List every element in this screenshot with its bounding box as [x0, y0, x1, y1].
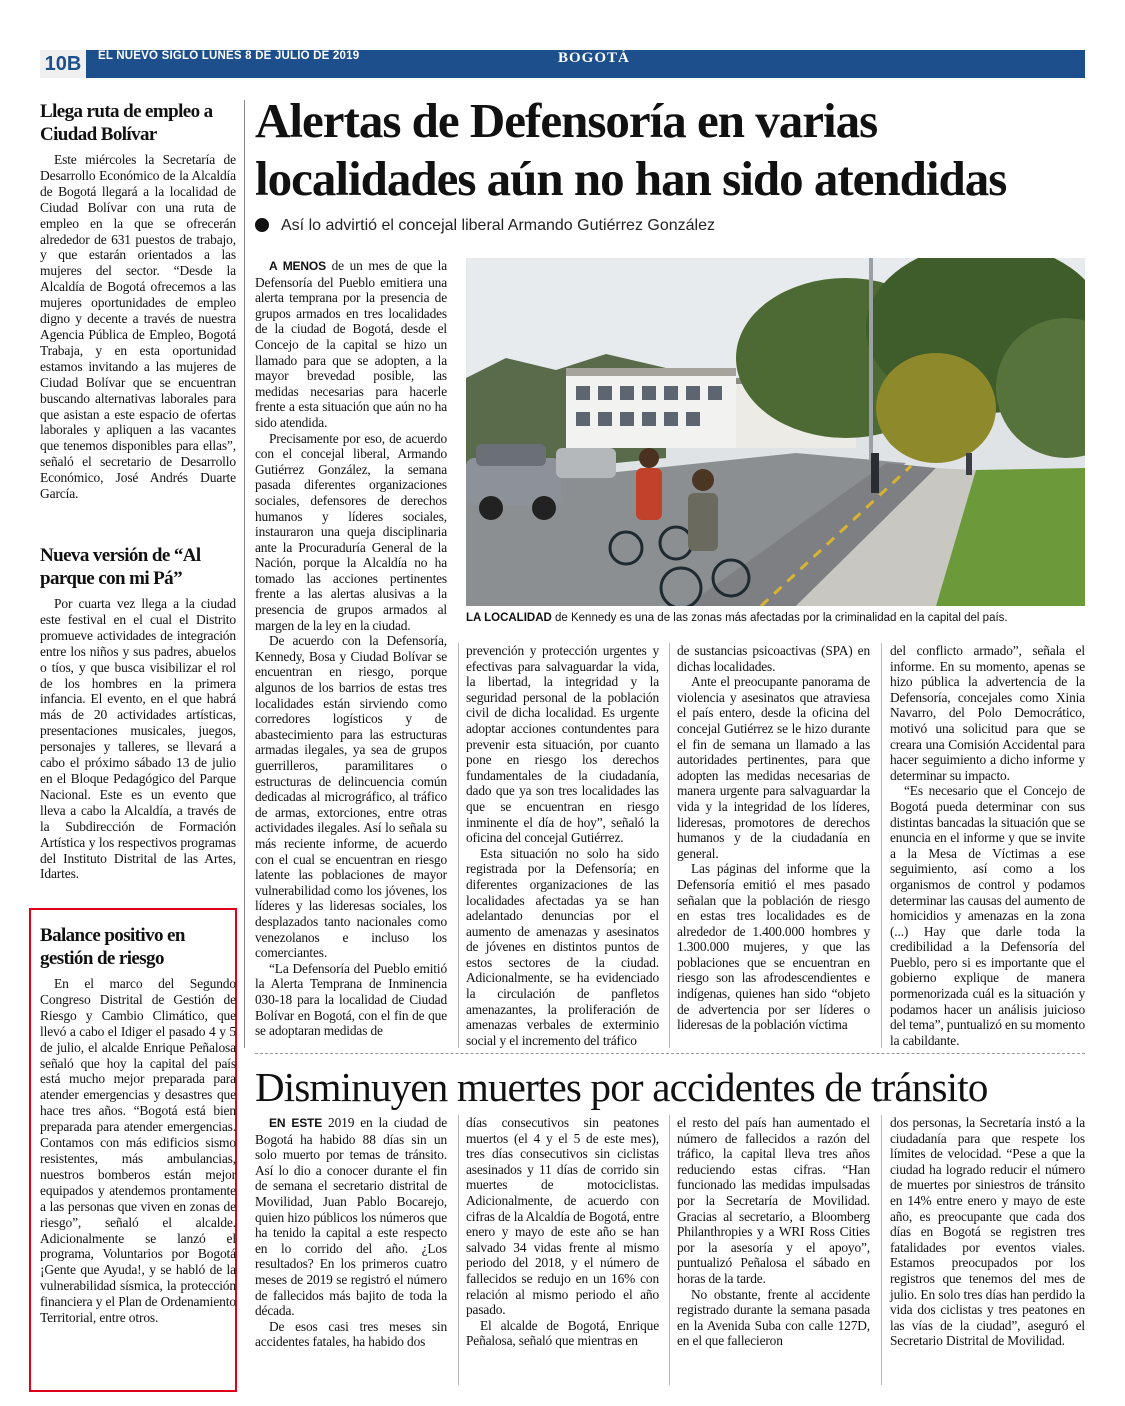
bullet-icon	[255, 218, 269, 232]
article-column: EN ESTE 2019 en la ciudad de Bogotá ha habido 88 días sin un solo muerto por temas de tránsito. Así lo dio a conocer durante el fin de semana el secretario distrital de Movilidad, Juan Pablo Bocarejo, quien hizo públicos los números que ha tenido la capital a este respecto en lo corrido del año. ¿Los resultados? En los primeros cuatro meses de 2019 se registró el número de fallecidos más bajito de toda la década. De esos casi tres meses sin accidentes fatales, ha habido dos	[255, 1115, 447, 1350]
brief-title: Nueva versión de “Al parque con mi Pá”	[40, 545, 201, 589]
column-divider	[669, 643, 670, 1048]
sidebar-brief-employment	[40, 100, 236, 502]
publication-date-line: EL NUEVO SIGLO LUNES 8 DE JULIO DE 2019	[98, 50, 360, 62]
column-divider	[881, 643, 882, 1048]
sidebar-brief-festival	[40, 544, 236, 882]
caption-lead: LA LOCALIDAD	[466, 612, 552, 624]
column-divider	[669, 1115, 670, 1385]
article-column: dos personas, la Secretaría instó a la ciudadanía para que respete los límites de velocidad. “Pese a que la ciudad ha logrado reducir el número de muertes por siniestros de tránsito en 14% entre enero y mayo de este año, es preocupante que cada dos días en Bogotá se registren tres fatalidades por eventos viales. Estamos preocupados por los registros que tenemos del mes de julio. En solo tres días han perdido la vida dos ciclistas y tres peatones en las vías de la ciudad”, aseguró el Secretario Distrital de Movilidad.	[890, 1115, 1085, 1349]
sidebar-brief-risk	[40, 924, 236, 1326]
article-photo	[466, 258, 1085, 606]
article-column: prevención y protección urgentes y efectivas para salvaguardar la vida, la libertad, la integridad y la seguridad personal de la población civil de dicha localidad. Es urgente adoptar acciones contundentes para prevenir esta situación, por cuanto pone en riesgo los derechos fundamentales de la ciudadanía, dado que ya son tres localidades las que se encuentran en riesgo inminente el día de hoy”, señaló la oficina del concejal Gutiérrez. Esta situación no solo ha sido registrada por la Defensoría; en diferentes organizaciones de las localidades afectadas ya se han adelantado denuncias por el aumento de amenazas y asesinatos de jóvenes en distintos puntos de estos sectores de la ciudad. Adicionalmente, se ha evidenciado la circulación de panfletos amenazantes, la proliferación de amenazas verbales de exterminio social y el incremento del tráfico	[466, 643, 659, 1048]
article-column: el resto del país han aumentado el número de fallecidos a razón del tráfico, la capital lleva tres años reduciendo estas cifras. “Han funcionado las medidas impulsadas por la Secretaría de Movilidad. Gracias al secretario, a Bloomberg Philanthropies y a WRI Ross Cities por la asesoría y el apoyo”, puntualizó Peñalosa el sábado en horas de la tarde. No obstante, frente al accidente registrado durante la semana pasada en la Avenida Suba con calle 127D, en el que fallecieron	[677, 1115, 870, 1349]
column-divider	[881, 1115, 882, 1385]
column-divider	[458, 1115, 459, 1385]
article-column: del conflicto armado”, señala el informe. En su momento, apenas se hizo pública la advertencia de la Defensoría, concejales como Xinia Navarro, del Polo Democrático, motivó una solicitud para que se creara una Comisión Accidental para hacer seguimiento a dicho informe y determinar su impacto. “Es necesario que el Concejo de Bogotá pueda determinar con sus distintas bancadas la situación que se enuncia en el informe y que se invite a la Mesa de Víctimas a ese seguimiento, así como a los organismos de control y podamos determinar las causas del aumento de homicidios y amenazas en la zona (...) Hay que darle toda la credibilidad a la Defensoría del Pueblo, pero si es importante que el gobierno explique de manera pormenorizada cuál es la situación y podamos hacer un análisis juicioso del tema”, puntualizó en su momento la cabildante.	[890, 643, 1085, 1048]
page-header-bar	[40, 50, 1085, 78]
article-column: de sustancias psicoactivas (SPA) en dichas localidades. Ante el preocupante panorama de violencia y asesinatos que atraviesa el país entero, desde la oficina del concejal Gutiérrez se le hizo durante el fin de semana un llamado a las autoridades pertinentes, para que adopten las medidas necesarias de manera urgente para salvaguardar la vida y la integridad de los líderes, lideresas, promotores de derechos humanos y de la ciudadanía en general. Las páginas del informe que la Defensoría emitió el mes pasado señalan que la población de riesgo en estas tres localidades es de alrededor de 1.400.000 hombres y 1.300.000 mujeres, y que las poblaciones que se encuentran en riesgo son las afrodescendientes e indígenas, quienes han sido “objeto de advertencia por ser líderes o lideresas de la población víctima	[677, 643, 870, 1033]
page-number: 10B	[40, 50, 86, 78]
article-subhead: Así lo advirtió el concejal liberal Armando Gutiérrez González	[255, 217, 715, 235]
article-column: días consecutivos sin peatones muertos (el 4 y el 5 de este mes), tres días consecutivos sin ciclistas asesinados y 11 días de corrido sin muertes de motociclistas. Adicionalmente, de acuerdo con cifras de la Alcaldía de Bogotá, entre enero y mayo de este año se han salvado 34 vidas frente al mismo periodo del 2018, y el número de fallecidos se redujo en un 16% con relación al mismo periodo el año pasado. El alcalde de Bogotá, Enrique Peñalosa, señaló que mientras en	[466, 1115, 659, 1349]
column-divider	[458, 643, 459, 1048]
article-separator	[255, 1053, 1085, 1054]
section-title: BOGOTÁ	[558, 50, 630, 66]
brief-body: Por cuarta vez llega a la ciudad este festival en el cual el Distrito promueve actividades de integración entre los niños y sus padres, abuelos o tíos, y que busca visibilizar el rol de los hombres en la primera infancia. El evento, en el que habrá más de 20 actividades artísticas, presentaciones musicales, juegos, personajes y talleres, se llevará a cabo el próximo sábado 13 de julio en el Bloque Pedagógico del Parque Nacional. Este es un evento que lleva a cabo la Alcaldía, a través de la Subdirección de Formación Artística y los respectivos programas del Instituto Distrital de las Artes, Idartes.	[40, 596, 236, 882]
brief-body: Este miércoles la Secretaría de Desarrollo Económico de la Alcaldía de Bogotá llegará a la localidad de Ciudad Bolívar con una ruta de empleo en la que se ofrecerán alrededor de 631 puestos de trabajo, y que estarán orientados a las mujeres del sector. “Desde la Alcaldía de Bogotá ofrecemos a las mujeres oportunidades de empleo digno y decente a través de nuestra Agencia Pública de Empleo, Bogotá Trabaja, y en esta oportunidad estamos invitando a las mujeres de Ciudad Bolívar que se encuentran buscando alternativas laborales para que asistan a este espacio de ofertas laborales y apliquen a las vacantes que tenemos disponibles para ellas”, señaló el secretario de Desarrollo Económico, José Andrés Duarte García.	[40, 152, 236, 502]
brief-body: En el marco del Segundo Congreso Distrital de Gestión de Riesgo y Cambio Climático, que llevó a cabo el Idiger el pasado 4 y 5 de julio, el alcalde Enrique Peñalosa señaló que hoy la capital del país está mucho mejor preparada para atender emergencias y desastres que hace tres años. “Bogotá está bien preparada para atender emergencias. Contamos con más edificios sismo resistentes, más ambulancias, nuestros bomberos están mejor equipados y atendemos prontamente a las personas que viven en zonas de riesgo”, señaló el alcalde. Adicionalmente se lanzó el programa, Voluntarios por Bogotá ¡Gente que Ayuda!, y se habló de la vulnerabilidad sísmica, la protección financiera y el Plan de Ordenamiento Territorial, entre otros.	[40, 976, 236, 1326]
photo-caption: LA LOCALIDAD de Kennedy es una de las zonas más afectadas por la criminalidad en la capital del país.	[466, 612, 1008, 624]
article-headline: Disminuyen muertes por accidentes de tránsito	[255, 1064, 988, 1110]
lead-word: EN ESTE	[269, 1116, 323, 1130]
lead-word: A MENOS	[269, 259, 326, 273]
article-column: A MENOS de un mes de que la Defensoría del Pueblo emitiera una alerta temprana por la presencia de grupos armados en tres localidades de la ciudad de Bogotá, desde el Concejo de la capital se hizo un llamado para que se adopten, a la mayor brevedad posible, las medidas necesarias para hacerle frente a esta situación que aún no ha sido atendida. Precisamente por eso, de acuerdo con el concejal liberal, Armando Gutiérrez González, la semana pasada diferentes organizaciones sociales, defensores de derechos humanos y líderes sociales, instauraron una queja disciplinaria ante la Procuraduría General de la Nación, porque la Alcaldía no ha tomado las acciones pertinentes frente a las alertas alusivas a la presencia de grupos armados al margen de la ley en la ciudad. De acuerdo con la Defensoría, Kennedy, Bosa y Ciudad Bolívar se encuentran en riesgo, porque algunos de los barrios de estas tres localidades están sirviendo como corredores logísticos y de abastecimiento para las estructuras armadas ilegales, ya sea de grupos guerrilleros, paramilitares o estructuras de delincuencia común dedicadas al micrográfico, al tráfico de armas, extorciones, entre otras actividades ilegales. Así lo señala su más reciente informe, de acuerdo con el cual se encuentran en riesgo latente las poblaciones de mayor vulnerabilidad como los jóvenes, los líderes y las lideresas sociales, los desplazados tanto nacionales como venezolanos e incluso los comerciantes. “La Defensoría del Pueblo emitió la Alerta Temprana de Inminencia 030-18 para la localidad de Ciudad Bolívar en Bogotá, con el fin de que se adoptaran medidas de	[255, 258, 447, 1039]
article-headline: Alertas de Defensoría en varias localidades aún no han sido atendidas	[255, 93, 1007, 206]
column-divider	[244, 100, 245, 1048]
brief-title: Llega ruta de empleo a Ciudad Bolívar	[40, 101, 213, 145]
brief-title: Balance positivo en gestión de riesgo	[40, 925, 185, 969]
